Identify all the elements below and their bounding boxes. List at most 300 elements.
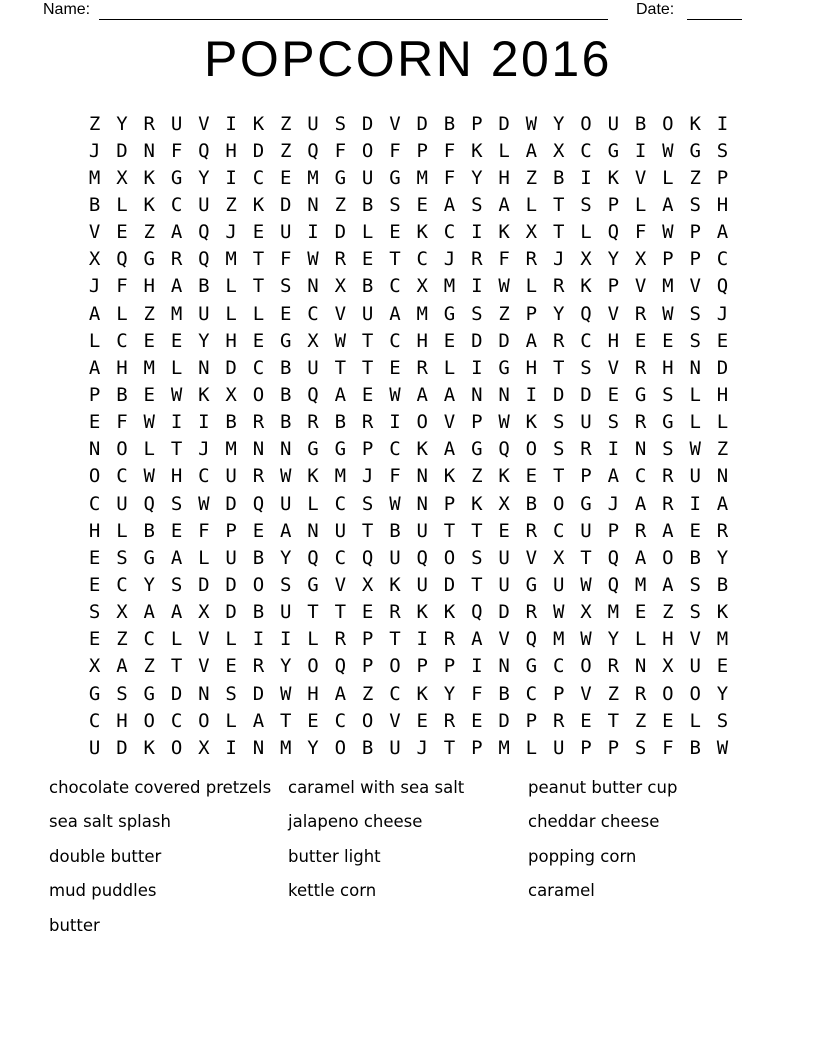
- grid-cell: K: [416, 601, 428, 624]
- word-list-item: double butter: [49, 846, 162, 866]
- grid-cell: R: [416, 356, 428, 379]
- grid-cell: T: [607, 709, 620, 732]
- grid-cell: O: [307, 655, 319, 678]
- grid-cell: U: [416, 573, 428, 596]
- grid-cell: D: [170, 682, 183, 705]
- grid-cell: E: [634, 601, 647, 624]
- grid-cell: M: [662, 275, 674, 298]
- grid-cell: M: [225, 438, 237, 461]
- grid-cell: C: [716, 248, 729, 271]
- grid-cell: C: [170, 193, 183, 216]
- grid-cell: B: [198, 275, 210, 298]
- grid-cell: B: [361, 275, 374, 298]
- grid-cell: L: [716, 411, 729, 434]
- grid-cell: I: [280, 628, 292, 651]
- grid-cell: R: [607, 655, 620, 678]
- grid-cell: A: [716, 492, 729, 515]
- grid-cell: Z: [471, 465, 483, 488]
- grid-cell: W: [280, 465, 292, 488]
- grid-cell: K: [443, 601, 456, 624]
- grid-cell: C: [307, 302, 319, 325]
- grid-cell: M: [88, 166, 101, 189]
- grid-cell: D: [361, 112, 374, 135]
- grid-cell: B: [252, 601, 265, 624]
- grid-cell: R: [552, 709, 565, 732]
- grid-cell: S: [170, 573, 183, 596]
- grid-cell: R: [389, 601, 401, 624]
- grid-cell: E: [361, 601, 374, 624]
- grid-cell: A: [116, 655, 128, 678]
- grid-cell: G: [307, 438, 319, 461]
- grid-cell: M: [225, 248, 237, 271]
- grid-cell: K: [198, 383, 210, 406]
- grid-cell: V: [198, 628, 210, 651]
- grid-cell: K: [498, 465, 510, 488]
- grid-cell: K: [143, 736, 155, 759]
- grid-cell: S: [689, 193, 701, 216]
- grid-cell: W: [689, 438, 701, 461]
- grid-cell: H: [525, 356, 538, 379]
- grid-cell: Q: [716, 275, 729, 298]
- grid-cell: R: [552, 275, 565, 298]
- grid-cell: R: [716, 519, 729, 542]
- grid-cell: A: [525, 329, 538, 352]
- grid-cell: P: [88, 383, 101, 406]
- grid-cell: A: [334, 682, 347, 705]
- grid-cell: C: [88, 492, 101, 515]
- grid-cell: U: [552, 573, 565, 596]
- grid-cell: A: [88, 302, 101, 325]
- grid-cell: M: [416, 166, 428, 189]
- grid-cell: X: [88, 248, 101, 271]
- grid-cell: T: [252, 275, 265, 298]
- grid-cell: S: [607, 411, 620, 434]
- grid-cell: T: [361, 356, 374, 379]
- grid-cell: L: [170, 628, 183, 651]
- grid-cell: H: [307, 682, 319, 705]
- grid-cell: M: [552, 628, 565, 651]
- grid-cell: R: [525, 248, 538, 271]
- grid-cell: L: [689, 383, 701, 406]
- grid-cell: X: [634, 248, 647, 271]
- grid-cell: E: [580, 709, 592, 732]
- grid-cell: L: [170, 356, 183, 379]
- grid-cell: I: [580, 166, 592, 189]
- grid-cell: M: [443, 275, 456, 298]
- grid-cell: A: [498, 193, 510, 216]
- grid-cell: R: [443, 628, 456, 651]
- grid-cell: N: [634, 438, 647, 461]
- grid-cell: J: [416, 736, 428, 759]
- grid-cell: P: [525, 709, 538, 732]
- grid-cell: I: [471, 356, 483, 379]
- grid-cell: P: [607, 736, 620, 759]
- grid-cell: W: [143, 465, 155, 488]
- grid-cell: Z: [525, 166, 538, 189]
- grid-cell: R: [634, 411, 647, 434]
- grid-cell: T: [552, 221, 565, 244]
- grid-cell: C: [389, 329, 401, 352]
- grid-cell: G: [143, 248, 155, 271]
- grid-cell: K: [416, 438, 428, 461]
- grid-cell: V: [88, 221, 101, 244]
- grid-cell: V: [689, 275, 701, 298]
- grid-cell: G: [662, 411, 674, 434]
- grid-cell: C: [552, 655, 565, 678]
- grid-cell: D: [580, 383, 592, 406]
- grid-cell: L: [525, 275, 538, 298]
- grid-cell: E: [607, 383, 620, 406]
- grid-cell: N: [252, 438, 265, 461]
- word-list-item: jalapeno cheese: [288, 812, 423, 832]
- grid-cell: Q: [416, 546, 428, 569]
- grid-cell: P: [607, 519, 620, 542]
- grid-cell: K: [471, 492, 483, 515]
- grid-cell: L: [525, 736, 538, 759]
- grid-cell: Y: [607, 628, 620, 651]
- grid-cell: C: [525, 682, 538, 705]
- grid-cell: I: [607, 438, 620, 461]
- grid-cell: A: [471, 628, 483, 651]
- grid-cell: I: [634, 139, 647, 162]
- grid-cell: S: [689, 573, 701, 596]
- grid-cell: N: [280, 438, 292, 461]
- grid-cell: H: [416, 329, 428, 352]
- grid-cell: G: [689, 139, 701, 162]
- grid-cell: B: [552, 166, 565, 189]
- grid-cell: L: [689, 411, 701, 434]
- grid-cell: D: [443, 573, 456, 596]
- grid-cell: X: [307, 329, 319, 352]
- grid-cell: K: [416, 682, 428, 705]
- grid-cell: F: [116, 275, 128, 298]
- grid-cell: L: [116, 193, 128, 216]
- grid-cell: E: [662, 329, 674, 352]
- grid-cell: L: [225, 275, 237, 298]
- grid-cell: B: [143, 519, 155, 542]
- grid-cell: P: [689, 221, 701, 244]
- grid-cell: J: [443, 248, 456, 271]
- grid-cell: V: [580, 682, 592, 705]
- grid-cell: P: [416, 655, 428, 678]
- grid-cell: V: [334, 302, 347, 325]
- grid-cell: S: [471, 546, 483, 569]
- grid-cell: I: [198, 411, 210, 434]
- grid-cell: Z: [143, 221, 155, 244]
- grid-cell: W: [580, 573, 592, 596]
- grid-cell: X: [116, 601, 128, 624]
- grid-cell: P: [361, 628, 374, 651]
- grid-cell: X: [225, 383, 237, 406]
- grid-cell: V: [198, 655, 210, 678]
- grid-cell: D: [252, 682, 265, 705]
- grid-cell: S: [471, 302, 483, 325]
- grid-cell: Z: [143, 655, 155, 678]
- grid-cell: Y: [607, 248, 620, 271]
- grid-cell: L: [252, 302, 265, 325]
- grid-cell: T: [580, 546, 592, 569]
- grid-cell: N: [471, 383, 483, 406]
- grid-cell: P: [689, 248, 701, 271]
- grid-cell: D: [471, 329, 483, 352]
- grid-cell: H: [225, 329, 237, 352]
- grid-cell: S: [334, 112, 347, 135]
- grid-cell: R: [662, 492, 674, 515]
- grid-cell: X: [198, 601, 210, 624]
- grid-cell: H: [662, 628, 674, 651]
- grid-cell: B: [634, 112, 647, 135]
- grid-cell: V: [634, 275, 647, 298]
- grid-cell: G: [525, 655, 538, 678]
- grid-cell: B: [443, 112, 456, 135]
- grid-cell: Y: [716, 546, 729, 569]
- grid-cell: A: [416, 383, 428, 406]
- grid-cell: S: [116, 546, 128, 569]
- grid-cell: N: [498, 655, 510, 678]
- grid-cell: U: [361, 166, 374, 189]
- grid-cell: P: [580, 736, 592, 759]
- grid-cell: R: [634, 356, 647, 379]
- grid-cell: A: [607, 465, 620, 488]
- grid-cell: B: [689, 546, 701, 569]
- grid-cell: M: [607, 601, 620, 624]
- grid-cell: D: [225, 356, 237, 379]
- grid-cell: D: [116, 736, 128, 759]
- grid-cell: R: [252, 465, 265, 488]
- grid-cell: A: [443, 383, 456, 406]
- grid-cell: X: [662, 655, 674, 678]
- grid-cell: Y: [280, 655, 292, 678]
- grid-cell: S: [88, 601, 101, 624]
- grid-cell: X: [552, 546, 565, 569]
- grid-cell: O: [361, 139, 374, 162]
- grid-cell: D: [334, 221, 347, 244]
- grid-cell: G: [143, 682, 155, 705]
- grid-cell: A: [716, 221, 729, 244]
- grid-cell: O: [361, 709, 374, 732]
- grid-cell: D: [498, 601, 510, 624]
- grid-cell: L: [225, 709, 237, 732]
- grid-cell: M: [498, 736, 510, 759]
- grid-cell: Y: [280, 546, 292, 569]
- grid-cell: O: [334, 736, 347, 759]
- grid-cell: L: [634, 628, 647, 651]
- grid-cell: J: [361, 465, 374, 488]
- grid-cell: N: [252, 736, 265, 759]
- grid-cell: W: [662, 221, 674, 244]
- grid-cell: A: [280, 519, 292, 542]
- grid-cell: S: [225, 682, 237, 705]
- grid-cell: W: [552, 601, 565, 624]
- grid-cell: L: [443, 356, 456, 379]
- grid-cell: Q: [307, 139, 319, 162]
- grid-cell: T: [552, 193, 565, 216]
- grid-cell: O: [662, 112, 674, 135]
- grid-cell: I: [170, 411, 183, 434]
- grid-cell: J: [198, 438, 210, 461]
- grid-cell: Y: [443, 682, 456, 705]
- grid-cell: B: [280, 383, 292, 406]
- grid-cell: Z: [607, 682, 620, 705]
- grid-cell: O: [525, 438, 538, 461]
- grid-cell: N: [416, 465, 428, 488]
- grid-cell: S: [689, 601, 701, 624]
- grid-cell: A: [634, 546, 647, 569]
- grid-cell: O: [198, 709, 210, 732]
- grid-cell: V: [634, 166, 647, 189]
- grid-cell: T: [389, 628, 401, 651]
- grid-cell: L: [198, 546, 210, 569]
- word-list-item: peanut butter cup: [528, 778, 678, 797]
- grid-cell: U: [689, 465, 701, 488]
- grid-cell: Z: [361, 682, 374, 705]
- grid-cell: I: [471, 655, 483, 678]
- grid-cell: R: [525, 601, 538, 624]
- grid-cell: L: [307, 628, 319, 651]
- grid-cell: A: [334, 383, 347, 406]
- grid-cell: P: [471, 736, 483, 759]
- grid-cell: C: [443, 221, 456, 244]
- grid-cell: P: [225, 519, 237, 542]
- grid-cell: D: [552, 383, 565, 406]
- grid-cell: F: [471, 682, 483, 705]
- grid-cell: E: [634, 329, 647, 352]
- grid-cell: A: [170, 546, 183, 569]
- grid-cell: B: [88, 193, 101, 216]
- grid-cell: O: [662, 682, 674, 705]
- grid-cell: O: [116, 438, 128, 461]
- grid-cell: D: [716, 356, 729, 379]
- grid-cell: R: [252, 655, 265, 678]
- grid-cell: U: [280, 492, 292, 515]
- grid-cell: U: [416, 519, 428, 542]
- grid-cell: A: [634, 492, 647, 515]
- grid-cell: Q: [198, 139, 210, 162]
- grid-cell: K: [525, 411, 538, 434]
- grid-cell: C: [252, 166, 265, 189]
- grid-cell: E: [662, 709, 674, 732]
- grid-cell: V: [525, 546, 538, 569]
- grid-cell: T: [552, 356, 565, 379]
- grid-cell: G: [498, 356, 510, 379]
- grid-cell: V: [498, 628, 510, 651]
- grid-cell: T: [471, 519, 483, 542]
- grid-cell: K: [252, 193, 265, 216]
- word-list-item: chocolate covered pretzels: [49, 778, 272, 797]
- grid-cell: U: [170, 112, 183, 135]
- grid-cell: N: [689, 356, 701, 379]
- grid-cell: B: [525, 492, 538, 515]
- grid-cell: G: [170, 166, 183, 189]
- grid-cell: U: [552, 736, 565, 759]
- grid-cell: K: [689, 112, 701, 135]
- grid-cell: T: [334, 601, 347, 624]
- grid-cell: E: [280, 166, 292, 189]
- grid-cell: T: [334, 356, 347, 379]
- grid-cell: P: [443, 655, 456, 678]
- grid-cell: Y: [471, 166, 483, 189]
- grid-cell: R: [443, 709, 456, 732]
- grid-cell: I: [471, 221, 483, 244]
- grid-cell: A: [88, 356, 101, 379]
- word-list-item: caramel with sea salt: [288, 778, 465, 797]
- grid-cell: U: [198, 193, 210, 216]
- grid-cell: P: [361, 438, 374, 461]
- grid-cell: O: [88, 465, 101, 488]
- grid-cell: G: [471, 438, 483, 461]
- grid-cell: Z: [689, 166, 701, 189]
- grid-cell: U: [198, 302, 210, 325]
- grid-cell: N: [143, 139, 155, 162]
- grid-cell: O: [443, 546, 456, 569]
- word-search-grid: [81, 110, 736, 761]
- grid-cell: W: [143, 411, 155, 434]
- grid-cell: U: [225, 465, 237, 488]
- grid-cell: R: [170, 248, 183, 271]
- word-list-item: popping corn: [528, 846, 637, 866]
- grid-cell: G: [634, 383, 647, 406]
- grid-cell: L: [225, 302, 237, 325]
- grid-cell: Z: [280, 112, 292, 135]
- grid-cell: R: [334, 628, 347, 651]
- grid-cell: Q: [143, 492, 155, 515]
- grid-cell: K: [498, 221, 510, 244]
- grid-cell: L: [116, 519, 128, 542]
- grid-cell: M: [334, 465, 347, 488]
- grid-cell: Z: [662, 601, 674, 624]
- grid-cell: A: [443, 438, 456, 461]
- grid-cell: E: [280, 302, 292, 325]
- grid-cell: T: [361, 329, 374, 352]
- grid-cell: C: [116, 329, 128, 352]
- grid-cell: D: [498, 329, 510, 352]
- grid-cell: H: [498, 166, 510, 189]
- grid-cell: J: [225, 221, 237, 244]
- grid-cell: I: [689, 492, 701, 515]
- grid-cell: G: [334, 438, 347, 461]
- grid-cell: F: [280, 248, 292, 271]
- grid-cell: Y: [198, 166, 210, 189]
- grid-cell: X: [498, 492, 510, 515]
- grid-cell: J: [88, 139, 101, 162]
- grid-cell: T: [361, 519, 374, 542]
- grid-cell: P: [416, 139, 428, 162]
- grid-cell: E: [170, 519, 183, 542]
- grid-cell: E: [443, 329, 456, 352]
- grid-cell: P: [552, 682, 565, 705]
- grid-cell: V: [389, 709, 401, 732]
- grid-cell: I: [225, 736, 237, 759]
- grid-cell: W: [198, 492, 210, 515]
- grid-cell: N: [634, 655, 647, 678]
- grid-cell: R: [252, 411, 265, 434]
- grid-cell: O: [170, 736, 183, 759]
- grid-cell: B: [252, 546, 265, 569]
- grid-cell: Z: [116, 628, 128, 651]
- grid-cell: K: [143, 193, 155, 216]
- grid-cell: B: [361, 736, 374, 759]
- grid-cell: D: [416, 112, 428, 135]
- grid-cell: E: [225, 655, 237, 678]
- grid-cell: M: [170, 302, 183, 325]
- grid-cell: L: [116, 302, 128, 325]
- grid-cell: A: [170, 601, 183, 624]
- grid-cell: B: [116, 383, 128, 406]
- grid-cell: P: [471, 112, 483, 135]
- grid-cell: R: [471, 248, 483, 271]
- grid-cell: Q: [252, 492, 265, 515]
- grid-cell: U: [225, 546, 237, 569]
